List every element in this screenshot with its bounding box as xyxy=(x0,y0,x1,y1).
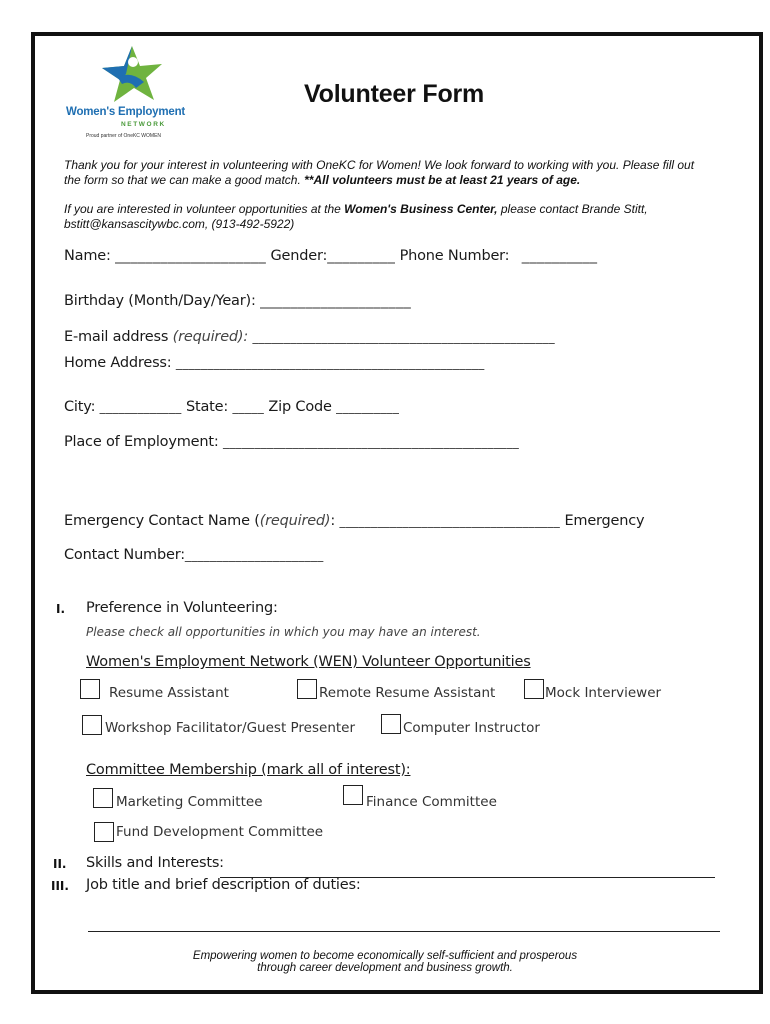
name-field[interactable]: ____________________ xyxy=(115,248,267,264)
section-1-title: Preference in Volunteering: xyxy=(86,600,278,616)
email-label: E-mail address xyxy=(64,329,169,345)
logo-network-text: NETWORK xyxy=(121,121,166,128)
section-1-number: I. xyxy=(56,602,66,616)
phone-label: Phone Number: xyxy=(399,248,510,264)
home-address-label: Home Address: xyxy=(64,355,172,371)
finance-committee-label: Finance Committee xyxy=(366,794,497,810)
contact-note-prefix: If you are interested in volunteer opportunities at the xyxy=(64,202,345,216)
gender-field[interactable]: _________ xyxy=(327,248,396,264)
home-address-row xyxy=(64,355,485,371)
computer-instructor-label: Computer Instructor xyxy=(403,720,540,736)
emergency-colon: : xyxy=(330,513,336,529)
marketing-committee-label: Marketing Committee xyxy=(116,794,263,810)
wen-opportunities-heading: Women's Employment Network (WEN) Volunteer Opportunities xyxy=(86,654,531,670)
remote-resume-assistant-label: Remote Resume Assistant xyxy=(319,685,496,701)
logo-name-text: Women's Employment xyxy=(66,106,186,118)
star-logo-icon xyxy=(66,44,196,108)
contact-note-suffix: please contact Brande Stitt, xyxy=(497,202,648,216)
fund-development-committee-checkbox[interactable] xyxy=(94,822,114,842)
workshop-facilitator-checkbox[interactable] xyxy=(82,715,102,735)
city-state-zip-row xyxy=(64,399,399,415)
contact-note-paragraph xyxy=(64,202,734,232)
state-label: State: xyxy=(186,399,229,415)
remote-resume-assistant-checkbox[interactable] xyxy=(297,679,317,699)
mock-interviewer-label: Mock Interviewer xyxy=(545,685,662,701)
organization-logo xyxy=(66,44,196,140)
emergency-contact-row: Emergency Contact Name ((required): ___________________________________ Emergency xyxy=(64,513,645,529)
resume-assistant-checkbox[interactable] xyxy=(80,679,100,699)
contact-note-bold: Women's Business Center, xyxy=(344,202,498,216)
logo-partner-text: Proud partner of OneKC WOMEN xyxy=(86,133,162,139)
section-2-title: Skills and Interests: xyxy=(86,855,224,871)
resume-assistant-label: Resume Assistant xyxy=(109,685,229,701)
state-field[interactable]: _____ xyxy=(232,400,264,414)
phone-field[interactable]: __________ xyxy=(521,248,598,264)
city-label: City: xyxy=(64,399,96,415)
footer-tagline xyxy=(0,950,770,974)
contact-number-field[interactable]: ______________________ xyxy=(184,548,324,562)
section-2-number: II. xyxy=(53,857,67,871)
name-label: Name: xyxy=(64,248,111,264)
birthday-row xyxy=(64,293,411,309)
employment-field[interactable]: _______________________________________________ xyxy=(222,435,520,449)
emergency-contact-label: Emergency Contact Name xyxy=(64,513,250,529)
zip-field[interactable]: __________ xyxy=(336,400,400,414)
email-field[interactable]: ________________________________________________ xyxy=(252,330,555,344)
age-requirement: **All volunteers must be at least 21 years of age. xyxy=(304,173,581,187)
committee-heading: Committee Membership (mark all of interest): xyxy=(86,762,411,778)
page-title: Volunteer Form xyxy=(304,80,485,108)
section-1-instruction: Please check all opportunities in which you may have an interest. xyxy=(86,625,481,639)
gender-label: Gender: xyxy=(270,248,328,264)
mock-interviewer-checkbox[interactable] xyxy=(524,679,544,699)
workshop-facilitator-label: Workshop Facilitator/Guest Presenter xyxy=(105,720,356,736)
emergency-contact-field[interactable]: ___________________________________ xyxy=(339,514,561,528)
footer-line2: through career development and business growth. xyxy=(257,962,513,974)
contact-note-line2: bstitt@kansascitywbc.com, (913-492-5922) xyxy=(64,217,295,231)
contact-number-row xyxy=(64,547,324,563)
emergency-required-note: (required) xyxy=(259,513,331,529)
finance-committee-checkbox[interactable] xyxy=(343,785,363,805)
duties-input-line[interactable] xyxy=(88,931,720,932)
birthday-label: Birthday (Month/Day/Year): xyxy=(64,293,256,309)
section-3-title: Job title and brief description of duties: xyxy=(86,877,361,893)
fund-development-committee-label: Fund Development Committee xyxy=(116,824,324,840)
footer-line1: Empowering women to become economically self-sufficient and prosperous xyxy=(192,950,578,962)
intro-paragraph xyxy=(64,158,734,188)
birthday-field[interactable]: ____________________ xyxy=(260,293,412,309)
intro-line2: the form so that we can make a good match. xyxy=(64,173,305,187)
zip-label: Zip Code xyxy=(268,399,332,415)
home-address-field[interactable]: _________________________________________________ xyxy=(175,356,485,370)
email-row xyxy=(64,329,555,345)
name-row xyxy=(64,248,597,264)
contact-number-label: Contact Number: xyxy=(64,547,185,563)
employment-row xyxy=(64,434,519,450)
city-field[interactable]: _____________ xyxy=(99,400,182,414)
intro-line1: Thank you for your interest in volunteering with OneKC for Women! We look forward to working with you. Please fill out xyxy=(64,158,695,172)
section-3-number: III. xyxy=(51,879,69,893)
email-required-note: (required): xyxy=(172,329,249,345)
emergency-tail-label: Emergency xyxy=(564,513,645,529)
marketing-committee-checkbox[interactable] xyxy=(93,788,113,808)
computer-instructor-checkbox[interactable] xyxy=(381,714,401,734)
employment-label: Place of Employment: xyxy=(64,434,219,450)
